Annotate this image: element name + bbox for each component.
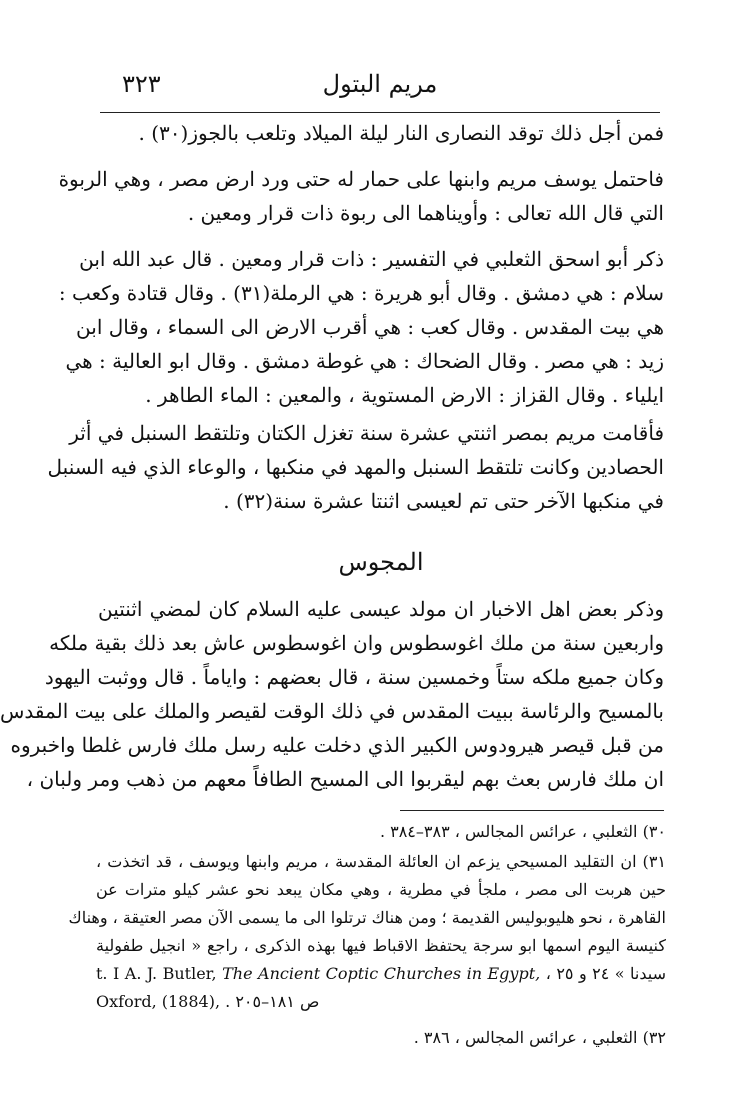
footnote-31-book-title: The Ancient Coptic Churches in Egypt, [222,964,541,983]
footnote-31-citation-line [96,960,666,988]
paragraph-line: ان ملك فارس بعث بهم ليقربوا الى المسيح الطافاً معهم من ذهب ومر ولبان ، [26,767,664,791]
body-text [47,116,664,536]
footnote-31-line: القاهرة ، نحو هليوبوليس القديمة ؛ ومن هناك ترتلوا الى ما يسمى الآن مصر العتيقة ، وهناك [68,908,666,927]
paragraph-line: التي قال الله تعالى : وأويناهما الى ربوة ذات قرار ومعين . [187,201,664,225]
page-header [100,68,660,113]
paragraph-line: واربعين سنة من ملك اغوسطوس وان اغوسطوس عاش بعد ذلك بقية ملكه [49,631,664,655]
footnote-30: ٣٠) الثعلبي ، عرائس المجالس ، ٣٨٣–٣٨٤ . [379,822,666,841]
footnote-31-line: حين هربت الى مصر ، ملجأ في مطرية ، وهي مكان يبعد نحو عشر كيلو مترات عن [96,880,666,899]
paragraph-line: ذكر أبو اسحق الثعلبي في التفسير : ذات قرار ومعين . قال عبد الله ابن [79,247,664,271]
page-number: ٣٢٣ [122,70,161,98]
footnote-31-arabic-tail: سيدنا » ٢٤ و ٢٥ ، [545,964,667,983]
paragraph-line: وكان جميع ملكه ستاً وخمسين سنة ، قال بعضهم : واياماً . قال ووثبت اليهود [44,665,664,689]
paragraph-line: في منكبها الآخر حتى تم لعيسى اثنتا عشرة سنة(٣٢) . [223,489,664,513]
footnote-32: ٣٢) الثعلبي ، عرائس المجالس ، ٣٨٦ . [413,1028,666,1047]
footnote-31-line: ٣١) ان التقليد المسيحي يزعم ان العائلة المقدسة ، مريم وابنها ويوسف ، قد اتخذت ، [96,852,666,871]
paragraph-line: فمن أجل ذلك توقد النصارى النار ليلة الميلاد وتلعب بالجوز(٣٠) . [138,121,664,145]
paragraph-line: سلام : هي دمشق . وقال أبو هريرة : هي الرملة(٣١) . وقال قتادة وكعب : [58,281,664,305]
footnote-31-line: كنيسة اليوم اسمها ابو سرجة يحتفظ الاقباط فيها بهذه الذكرى ، راجع « انجيل طفولية [96,936,667,955]
paragraph-line: فأقامت مريم بمصر اثنتي عشرة سنة تغزل الكتان وتلتقط السنبل في أثر [69,421,664,445]
paragraph-line: من قبل قيصر هيرودوس الكبير الذي دخلت عليه رسل ملك فارس غلطا واخبروه [10,733,664,757]
paragraph-line: الحصادين وكانت تلتقط السنبل والمهد في منكبها ، والوعاء الذي فيه السنبل [47,455,664,479]
footnote-31-reference [125,964,540,983]
paragraph-line: ايلياء . وقال القزاز : الارض المستوية ، والمعين : الماء الطاهر . [145,383,664,407]
paragraph-line: فاحتمل يوسف مريم وابنها على حمار له حتى ورد ارض مصر ، وهي الربوة [58,167,664,191]
body-text-section [0,592,664,802]
paragraph-line: وذكر بعض اهل الاخبار ان مولد عيسى عليه السلام كان لمضي اثنتين [98,597,664,621]
footnote-31-pages-line [96,988,666,1016]
running-title: مريم البتول [322,70,438,98]
footnote-divider [400,810,664,811]
footnote-31-place: Oxford, (1884), [96,992,221,1011]
footnote-31-pages: ص ١٨١–٢٠٥ . [225,992,320,1011]
paragraph-line: زيد : هي مصر . وقال الضحاك : هي غوطة دمشق . وقال ابو العالية : هي [65,349,664,373]
paragraph-line: هي بيت المقدس . وقال كعب : هي أقرب الارض الى السماء ، وقال ابن [76,315,664,339]
footnotes [68,818,667,1078]
paragraph-line: بالمسيح والرئاسة ببيت المقدس في ذلك الوقت لقيصر والملك على بيت المقدس [0,699,664,723]
footnote-31-volume: t. I [96,964,120,983]
footnote-31-author: A. J. Butler, [124,964,217,983]
section-heading: المجوس [338,548,424,576]
